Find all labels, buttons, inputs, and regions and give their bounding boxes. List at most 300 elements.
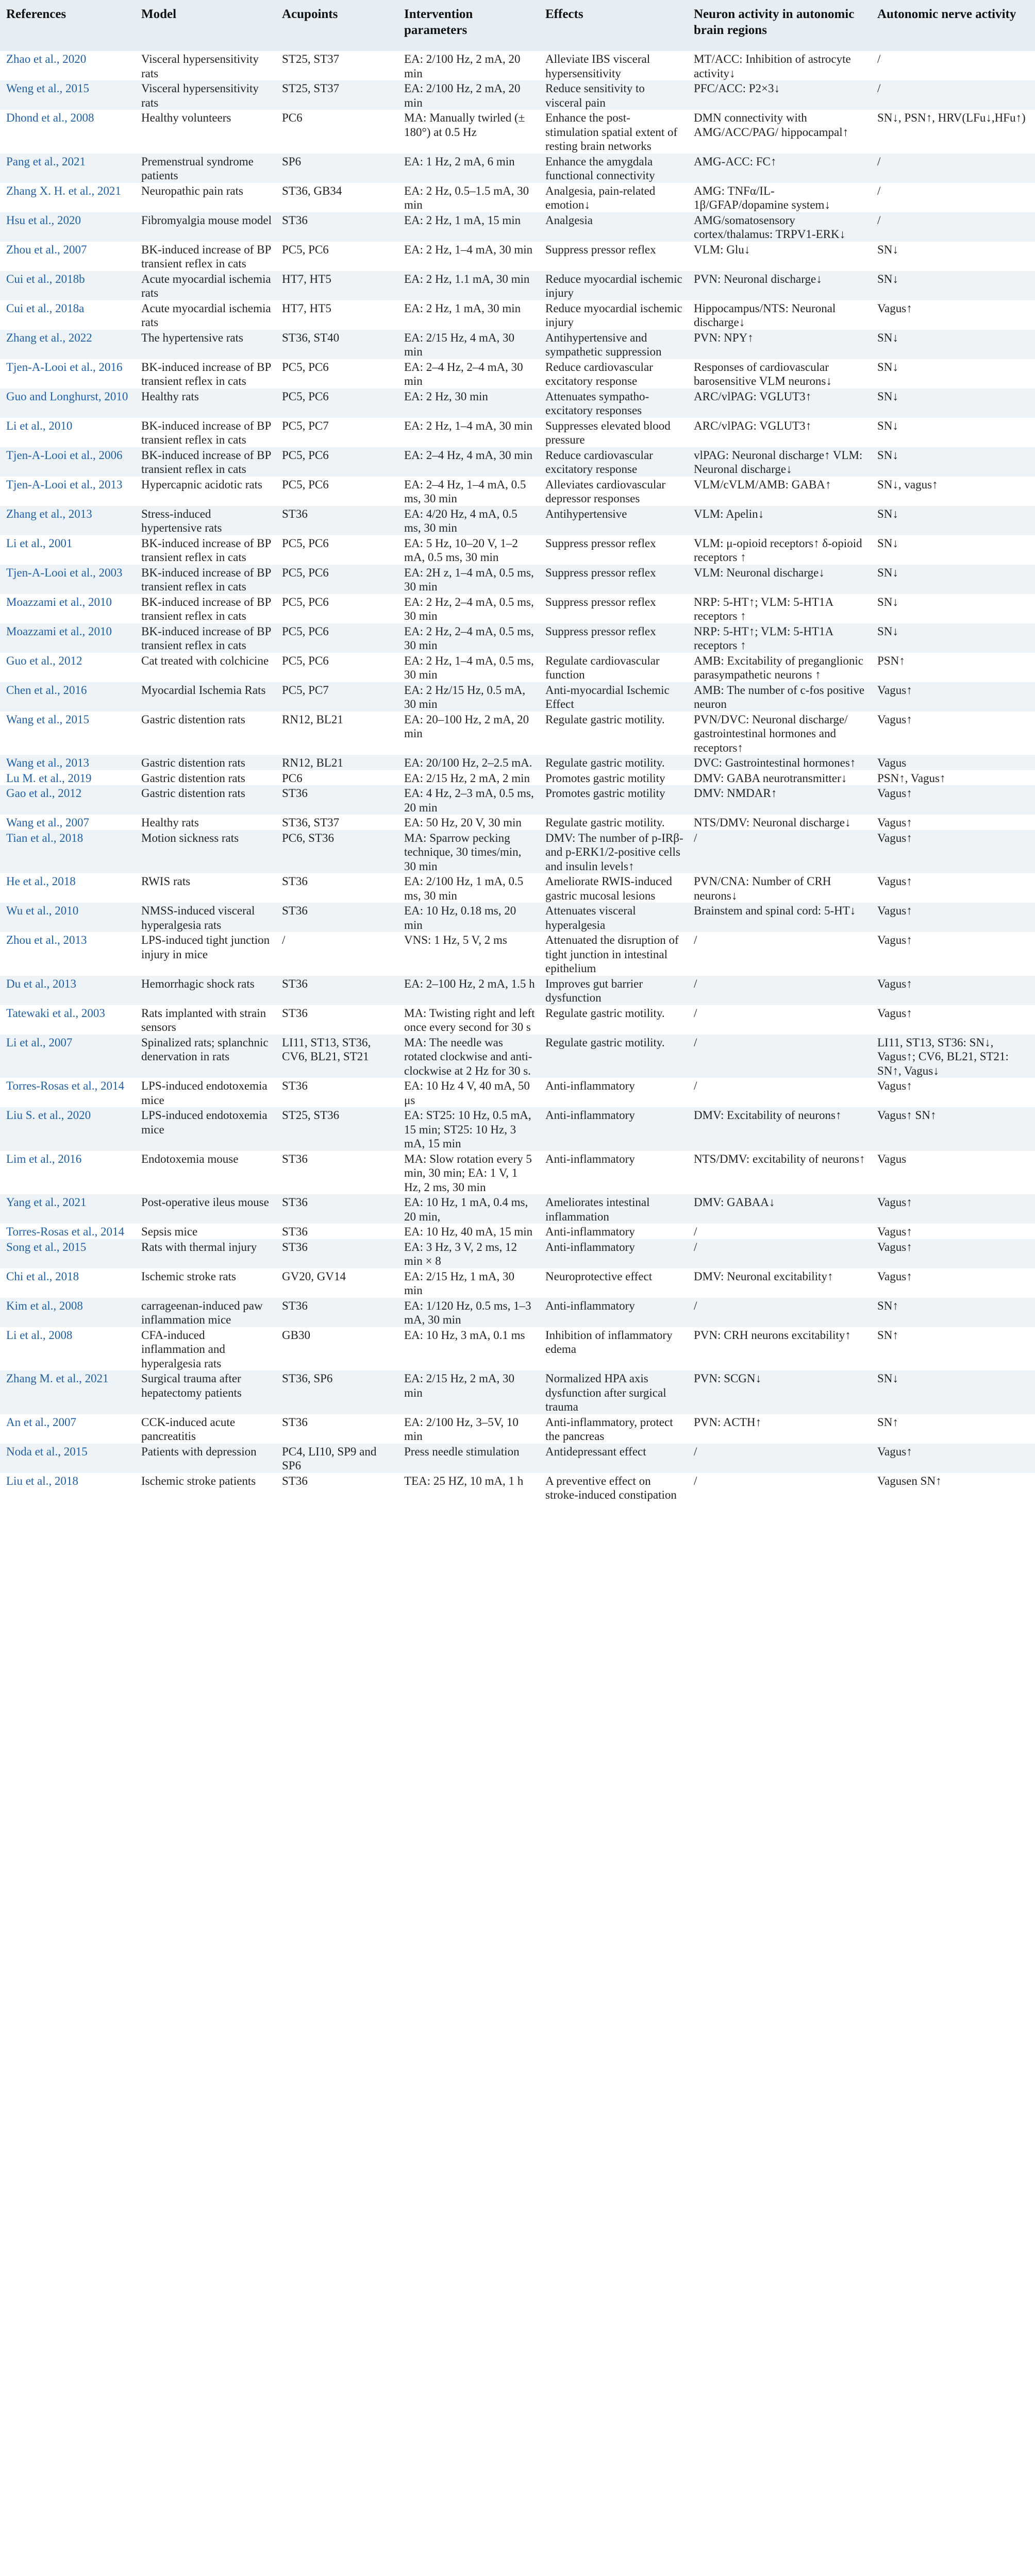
cell-model: Ischemic stroke rats [141,1269,236,1283]
cell-acupoints: PC6, ST36 [276,830,398,874]
cell-neuron-activity: vlPAG: Neuronal discharge↑ VLM: Neuronal discharge↓ [688,447,871,477]
cell-neuron-activity: ARC/vlPAG: VGLUT3↑ [688,388,871,418]
cell-intervention-parameters: EA: 2 Hz, 1–4 mA, 0.5 ms, 30 min [404,654,534,681]
cell-model: Fibromyalgia mouse model [135,212,276,242]
cell-acupoints: GB30 [282,1328,310,1342]
cell-effects: Attenuates sympatho-excitatory responses [539,388,688,418]
cell-acupoints: PC5, PC6 [282,654,329,667]
cell-neuron-activity: VLM: Glu↓ [694,243,750,256]
cell-neuron-activity: Responses of cardiovascular barosensitive VLM neurons↓ [694,360,832,387]
cell-model: Hypercapnic acidotic rats [141,478,262,491]
cell-neuron-activity: / [694,1079,697,1092]
cell-intervention-parameters: EA: 1 Hz, 2 mA, 6 min [398,154,539,183]
table-row [0,271,1035,300]
cell-model: Post-operative ileus mouse [135,1194,276,1224]
cell-effects: Analgesia, pain-related emotion↓ [545,184,656,211]
cell-model: The hypertensive rats [135,330,276,359]
table-row [0,1327,1035,1371]
cell-neuron-activity: MT/ACC: Inhibition of astrocyte activity↓ [694,53,851,80]
cell-autonomic-nerve-activity: SN↓, vagus↑ [877,478,938,491]
cell-reference[interactable]: Li et al., 2007 [0,1035,135,1078]
cell-autonomic-nerve-activity: Vagus↑ [871,1444,1035,1473]
cell-autonomic-nerve-activity: Vagus [871,755,1035,770]
cell-reference[interactable]: Tatewaki et al., 2003 [6,1006,105,1020]
cell-reference[interactable]: Li et al., 2010 [6,419,73,432]
cell-autonomic-nerve-activity: SN↓ [871,565,1035,594]
table-row [0,1473,1035,1502]
cell-neuron-activity: NTS/DMV: excitability of neurons↑ [694,1152,865,1165]
cell-effects: Regulate gastric motility. [539,1035,688,1078]
cell-effects: Normalized HPA axis dysfunction after surgical trauma [539,1370,688,1414]
cell-effects: Antihypertensive [539,506,688,535]
cell-intervention-parameters: EA: 10 Hz 4 V, 40 mA, 50 μs [404,1079,530,1107]
cell-neuron-activity: / [694,1474,697,1487]
cell-intervention-parameters: EA: 2–4 Hz, 2–4 mA, 30 min [404,360,523,387]
table-row [0,1239,1035,1268]
cell-reference[interactable]: Tjen-A-Looi et al., 2013 [6,478,123,491]
header-intervention-parameters: Intervention parameters [398,0,539,51]
cell-neuron-activity: VLM: Neuronal discharge↓ [688,565,871,594]
cell-acupoints: GV20, GV14 [282,1269,346,1283]
cell-intervention-parameters: EA: 20/100 Hz, 2–2.5 mA. [398,755,539,770]
cell-effects: Suppress pressor reflex [539,623,688,653]
cell-autonomic-nerve-activity: Vagus↑ [871,830,1035,874]
cell-acupoints: PC5, PC7 [276,682,398,711]
cell-reference[interactable]: Zhang X. H. et al., 2021 [6,184,121,197]
cell-effects: Anti-inflammatory [539,1107,688,1151]
cell-acupoints: ST36, ST40 [276,330,398,359]
cell-autonomic-nerve-activity: SN↓ [871,271,1035,300]
cell-reference[interactable]: Zhang et al., 2013 [0,506,135,535]
cell-acupoints: PC6 [282,771,303,785]
table-row [0,110,1035,154]
cell-autonomic-nerve-activity: SN↓ [871,1370,1035,1414]
cell-effects: Neuroprotective effect [545,1269,653,1283]
cell-acupoints: HT7, HT5 [276,271,398,300]
cell-reference[interactable]: Guo and Longhurst, 2010 [0,388,135,418]
cell-reference[interactable]: Zhao et al., 2020 [6,53,87,65]
cell-autonomic-nerve-activity: Vagus↑ [877,1269,912,1283]
cell-autonomic-nerve-activity: SN↑ [871,1298,1035,1327]
cell-acupoints: PC6 [282,111,303,124]
cell-effects: Reduce myocardial ischemic injury [545,301,682,329]
cell-model: BK-induced increase of BP transient reflex in cats [141,360,271,387]
cell-acupoints: ST36 [282,1006,308,1020]
table-row [0,594,1035,623]
table-row [0,1194,1035,1224]
table-row [0,976,1035,1005]
cell-acupoints: ST25, ST37 [276,80,398,110]
cell-autonomic-nerve-activity: SN↓ [877,243,898,256]
cell-reference[interactable]: Liu et al., 2018 [6,1474,78,1487]
cell-neuron-activity: AMG: TNFα/IL-1β/GFAP/dopamine system↓ [694,184,830,211]
header-acupoints: Acupoints [276,0,398,51]
cell-reference[interactable]: Moazzami et al., 2010 [6,595,112,608]
cell-intervention-parameters: EA: 2 Hz, 1 mA, 30 min [404,301,521,315]
cell-acupoints: ST36 [276,976,398,1005]
cell-intervention-parameters: EA: 2 Hz, 1–4 mA, 30 min [404,243,533,256]
cell-neuron-activity: ARC/vlPAG: VGLUT3↑ [694,419,812,432]
cell-effects: Promotes gastric motility [545,771,665,785]
cell-autonomic-nerve-activity: LI11, ST13, ST36: SN↓, Vagus↑; CV6, BL21, ST21: SN↑, Vagus↓ [871,1035,1035,1078]
cell-intervention-parameters: EA: 2 Hz, 2–4 mA, 0.5 ms, 30 min [404,595,534,622]
table-row [0,830,1035,874]
table-row [0,770,1035,786]
table-row [0,1370,1035,1414]
cell-model: Rats with thermal injury [135,1239,276,1268]
cell-autonomic-nerve-activity: Vagus [877,1152,907,1165]
cell-intervention-parameters: EA: 2/100 Hz, 2 mA, 20 min [398,80,539,110]
cell-model: LPS-induced endotoxemia mice [135,1107,276,1151]
cell-reference[interactable]: Hsu et al., 2020 [0,212,135,242]
cell-model: carrageenan-induced paw inflammation mice [135,1298,276,1327]
cell-autonomic-nerve-activity: Vagus↑ [871,976,1035,1005]
cell-intervention-parameters: EA: 2 Hz/15 Hz, 0.5 mA, 30 min [398,682,539,711]
cell-neuron-activity: / [688,976,871,1005]
cell-effects: Regulate cardiovascular function [545,654,660,681]
cell-neuron-activity: / [694,1006,697,1020]
cell-neuron-activity: AMB: Excitability of preganglionic parasympathetic neurons ↑ [694,654,863,681]
cell-autonomic-nerve-activity: SN↓ [877,536,898,550]
cell-autonomic-nerve-activity: Vagusen SN↑ [877,1474,942,1487]
cell-model: Ischemic stroke patients [141,1474,256,1487]
cell-intervention-parameters: EA: 4 Hz, 2–3 mA, 0.5 ms, 20 min [398,785,539,815]
cell-autonomic-nerve-activity: Vagus↑ [877,875,912,888]
cell-intervention-parameters: EA: 5 Hz, 10–20 V, 1–2 mA, 0.5 ms, 30 min [404,536,518,564]
cell-model: Myocardial Ischemia Rats [135,682,276,711]
cell-neuron-activity: PVN: ACTH↑ [694,1415,761,1429]
cell-autonomic-nerve-activity: SN↓ [877,419,898,432]
cell-neuron-activity: Hippocampus/NTS: Neuronal discharge↓ [694,301,836,329]
table-row [0,80,1035,110]
cell-model: BK-induced increase of BP transient reflex in cats [141,419,271,446]
cell-model: Cat treated with colchicine [141,654,269,667]
cell-effects: Anti-inflammatory, protect the pancreas [545,1415,673,1443]
table-row [0,359,1035,388]
cell-reference[interactable]: Wu et al., 2010 [0,903,135,932]
cell-intervention-parameters: MA: Manually twirled (± 180°) at 0.5 Hz [404,111,525,139]
cell-autonomic-nerve-activity: Vagus↑ [877,713,912,726]
cell-intervention-parameters: EA: 20–100 Hz, 2 mA, 20 min [404,713,529,740]
cell-reference[interactable]: Dhond et al., 2008 [6,111,94,124]
table-row [0,873,1035,903]
cell-model: Hemorrhagic shock rats [135,976,276,1005]
cell-model: Visceral hypersensitivity rats [141,53,259,80]
cell-acupoints: ST36 [282,1474,308,1487]
cell-acupoints: / [282,934,286,946]
cell-reference[interactable]: Zhou et al., 2013 [6,934,87,946]
cell-acupoints: RN12, BL21 [282,713,343,726]
cell-intervention-parameters: EA: 10 Hz, 1 mA, 0.4 ms, 20 min, [398,1194,539,1224]
cell-effects: DMV: The number of p-IRβ- and p-ERK1/2-positive cells and insulin levels↑ [539,830,688,874]
cell-acupoints: RN12, BL21 [276,755,398,770]
cell-reference[interactable]: Chi et al., 2018 [6,1269,79,1283]
table-row [0,1414,1035,1444]
cell-neuron-activity: DMV: Excitability of neurons↑ [688,1107,871,1151]
cell-model: BK-induced increase of BP transient reflex in cats [135,447,276,477]
cell-autonomic-nerve-activity: / [871,212,1035,242]
cell-acupoints: ST36 [282,1152,308,1165]
cell-acupoints: HT7, HT5 [282,301,331,315]
cell-autonomic-nerve-activity: SN↑ [877,1328,898,1342]
cell-model: Healthy rats [141,816,199,829]
cell-effects: Reduce myocardial ischemic injury [539,271,688,300]
cell-model: CFA-induced inflammation and hyperalgesia rats [141,1328,225,1370]
table-row [0,506,1035,535]
cell-effects: Ameliorates intestinal inflammation [539,1194,688,1224]
cell-neuron-activity: PVN: SCGN↓ [688,1370,871,1414]
cell-acupoints: PC5, PC6 [282,595,329,608]
table-row [0,1224,1035,1239]
cell-acupoints: PC5, PC6 [276,388,398,418]
cell-neuron-activity: VLM: Apelin↓ [688,506,871,535]
cell-reference[interactable]: Cui et al., 2018b [0,271,135,300]
table-row [0,1268,1035,1298]
header-autonomic-nerve-activity: Autonomic nerve activity [871,0,1035,51]
table-row [0,1151,1035,1195]
cell-neuron-activity: / [688,1444,871,1473]
cell-intervention-parameters: EA: 2–4 Hz, 1–4 mA, 0.5 ms, 30 min [404,478,526,505]
cell-acupoints: PC5, PC6 [282,243,329,256]
header-references: References [0,0,135,51]
cell-model: Stress-induced hypertensive rats [135,506,276,535]
cell-intervention-parameters: TEA: 25 HZ, 10 mA, 1 h [404,1474,524,1487]
cell-effects: Reduce cardiovascular excitatory response [545,360,653,387]
cell-reference[interactable]: Zhang et al., 2022 [0,330,135,359]
table-row [0,1035,1035,1078]
cell-acupoints: ST36 [276,212,398,242]
cell-reference[interactable]: Gao et al., 2012 [0,785,135,815]
cell-neuron-activity: VLM/cVLM/AMB: GABA↑ [694,478,831,491]
cell-reference[interactable]: Song et al., 2015 [0,1239,135,1268]
cell-acupoints: PC4, LI10, SP9 and SP6 [276,1444,398,1473]
table-row [0,653,1035,682]
cell-effects: Regulate gastric motility. [545,816,665,829]
cell-intervention-parameters: EA: 2H z, 1–4 mA, 0.5 ms, 30 min [398,565,539,594]
table-row [0,388,1035,418]
cell-model: Acute myocardial ischemia rats [135,271,276,300]
cell-model: BK-induced increase of BP transient reflex in cats [141,595,271,622]
cell-intervention-parameters: EA: 2 Hz, 0.5–1.5 mA, 30 min [404,184,529,211]
table-row [0,1005,1035,1035]
cell-autonomic-nerve-activity: / [871,80,1035,110]
cell-autonomic-nerve-activity: Vagus↑ [871,903,1035,932]
cell-acupoints: LI11, ST13, ST36, CV6, BL21, ST21 [276,1035,398,1078]
table-row [0,932,1035,976]
cell-reference[interactable]: Du et al., 2013 [0,976,135,1005]
table-row [0,51,1035,80]
cell-reference[interactable]: Li et al., 2008 [6,1328,73,1342]
cell-model: LPS-induced tight junction injury in mice [141,934,270,961]
cell-reference[interactable]: Torres-Rosas et al., 2014 [6,1225,124,1238]
cell-effects: Antidepressant effect [539,1444,688,1473]
table-row [0,815,1035,830]
cell-reference[interactable]: Torres-Rosas et al., 2014 [6,1079,124,1092]
cell-effects: Reduce sensitivity to visceral pain [539,80,688,110]
table-row [0,154,1035,183]
cell-acupoints: PC5, PC7 [282,419,329,432]
cell-intervention-parameters: EA: 2/100 Hz, 2 mA, 20 min [404,53,521,80]
cell-effects: Anti-myocardial Ischemic Effect [539,682,688,711]
cell-neuron-activity: VLM: μ-opioid receptors↑ δ-opioid receptors ↑ [694,536,862,564]
table-row [0,711,1035,755]
cell-intervention-parameters: VNS: 1 Hz, 5 V, 2 ms [404,934,507,946]
cell-intervention-parameters: EA: 2/15 Hz, 2 mA, 30 min [398,1370,539,1414]
cell-autonomic-nerve-activity: Vagus↑ [871,1239,1035,1268]
cell-model: Gastric distention rats [135,785,276,815]
cell-acupoints: ST25, ST37 [282,53,340,65]
cell-effects: Anti-inflammatory [545,1079,635,1092]
cell-reference[interactable]: Kim et al., 2008 [0,1298,135,1327]
cell-effects: Reduce cardiovascular excitatory response [539,447,688,477]
cell-autonomic-nerve-activity: PSN↑, Vagus↑ [877,771,946,785]
cell-model: Sepsis mice [141,1225,198,1238]
cell-autonomic-nerve-activity: Vagus↑ [877,934,912,946]
cell-acupoints: ST36, SP6 [276,1370,398,1414]
cell-autonomic-nerve-activity: / [877,184,881,197]
cell-autonomic-nerve-activity: SN↑ [877,1415,898,1429]
cell-autonomic-nerve-activity: Vagus↑ [871,1194,1035,1224]
cell-reference[interactable]: Zhang M. et al., 2021 [0,1370,135,1414]
table-row [0,903,1035,932]
cell-acupoints: ST36 [276,785,398,815]
cell-reference[interactable]: Wang et al., 2013 [0,755,135,770]
cell-intervention-parameters: EA: 2/15 Hz, 2 mA, 2 min [404,771,530,785]
cell-reference[interactable]: Li et al., 2001 [6,536,73,550]
header-model: Model [135,0,276,51]
cell-autonomic-nerve-activity: / [877,53,881,65]
cell-reference[interactable]: Lu M. et al., 2019 [6,771,92,785]
cell-effects: Regulate gastric motility. [545,1006,665,1020]
cell-autonomic-nerve-activity: / [871,154,1035,183]
cell-neuron-activity: DMV: NMDAR↑ [688,785,871,815]
cell-intervention-parameters: MA: Sparrow pecking technique, 30 times/min, 30 min [398,830,539,874]
cell-reference[interactable]: Liu S. et al., 2020 [0,1107,135,1151]
table-row [0,300,1035,330]
cell-reference[interactable]: An et al., 2007 [6,1415,77,1429]
table-row [0,682,1035,711]
cell-reference[interactable]: He et al., 2018 [6,875,76,888]
cell-intervention-parameters: EA: 2–100 Hz, 2 mA, 1.5 h [398,976,539,1005]
cell-effects: Regulate gastric motility. [545,713,665,726]
cell-intervention-parameters: EA: 2/15 Hz, 1 mA, 30 min [404,1269,515,1297]
cell-autonomic-nerve-activity: SN↓ [877,360,898,374]
cell-reference[interactable]: Weng et al., 2015 [0,80,135,110]
cell-neuron-activity: / [688,1298,871,1327]
cell-intervention-parameters: EA: 1/120 Hz, 0.5 ms, 1–3 mA, 30 min [398,1298,539,1327]
cell-effects: Improves gut barrier dysfunction [539,976,688,1005]
cell-neuron-activity: PVN: Neuronal discharge↓ [688,271,871,300]
cell-model: Gastric distention rats [135,755,276,770]
cell-reference[interactable]: Noda et al., 2015 [0,1444,135,1473]
cell-effects: Alleviate IBS visceral hypersensitivity [545,53,650,80]
cell-neuron-activity: DMV: GABA neurotransmitter↓ [694,771,847,785]
cell-reference[interactable]: Tian et al., 2018 [0,830,135,874]
cell-intervention-parameters: EA: 2–4 Hz, 4 mA, 30 min [398,447,539,477]
cell-effects: Ameliorate RWIS-induced gastric mucosal lesions [545,875,672,902]
table-row [0,477,1035,506]
cell-effects: Attenuated the disruption of tight junction in intestinal epithelium [545,934,679,975]
cell-model: Surgical trauma after hepatectomy patients [135,1370,276,1414]
cell-reference[interactable]: Zhou et al., 2007 [6,243,87,256]
cell-reference[interactable]: Moazzami et al., 2010 [0,623,135,653]
cell-intervention-parameters: EA: 2 Hz, 1.1 mA, 30 min [398,271,539,300]
cell-reference[interactable]: Chen et al., 2016 [0,682,135,711]
table-row [0,418,1035,447]
cell-reference[interactable]: Tjen-A-Looi et al., 2016 [6,360,123,374]
table-row [0,330,1035,359]
cell-reference[interactable]: Lim et al., 2016 [6,1152,82,1165]
cell-model: Patients with depression [135,1444,276,1473]
cell-reference[interactable]: Tjen-A-Looi et al., 2006 [0,447,135,477]
cell-reference[interactable]: Pang et al., 2021 [0,154,135,183]
cell-model: BK-induced increase of BP transient reflex in cats [141,536,271,564]
cell-reference[interactable]: Wang et al., 2015 [6,713,90,726]
cell-neuron-activity: PVN: CRH neurons excitability↑ [694,1328,851,1342]
cell-effects: Enhance the amygdala functional connectivity [539,154,688,183]
table-body [0,51,1035,1502]
cell-intervention-parameters: EA: 2 Hz, 1–4 mA, 30 min [404,419,533,432]
cell-neuron-activity: PVN/CNA: Number of CRH neurons↓ [694,875,831,902]
cell-effects: Suppress pressor reflex [539,565,688,594]
cell-acupoints: ST36 [276,1298,398,1327]
cell-acupoints: ST36 [282,1225,308,1238]
cell-acupoints: PC5, PC6 [282,478,329,491]
cell-acupoints: PC5, PC6 [276,565,398,594]
cell-model: Visceral hypersensitivity rats [135,80,276,110]
cell-neuron-activity: PFC/ACC: P2×3↓ [688,80,871,110]
cell-autonomic-nerve-activity: Vagus↑ [877,301,912,315]
cell-autonomic-nerve-activity: PSN↑ [877,654,905,667]
cell-reference[interactable]: Cui et al., 2018a [6,301,85,315]
table-row [0,212,1035,242]
cell-intervention-parameters: MA: Slow rotation every 5 min, 30 min; EA: 1 V, 1 Hz, 2 ms, 30 min [404,1152,532,1194]
cell-intervention-parameters: EA: 10 Hz, 0.18 ms, 20 min [398,903,539,932]
cell-model: Spinalized rats; splanchnic denervation in rats [135,1035,276,1078]
table-header [0,0,1035,51]
cell-neuron-activity: DMV: GABAA↓ [688,1194,871,1224]
cell-reference[interactable]: Tjen-A-Looi et al., 2003 [0,565,135,594]
cell-model: NMSS-induced visceral hyperalgesia rats [135,903,276,932]
cell-effects: Suppresses elevated blood pressure [545,419,671,446]
table-row [0,1107,1035,1151]
cell-neuron-activity: AMG-ACC: FC↑ [688,154,871,183]
cell-acupoints: PC5, PC6 [276,623,398,653]
cell-autonomic-nerve-activity: SN↓ [877,595,898,608]
table-row [0,535,1035,565]
cell-intervention-parameters: EA: 2 Hz, 2–4 mA, 0.5 ms, 30 min [398,623,539,653]
cell-model: Endotoxemia mouse [141,1152,239,1165]
cell-neuron-activity: AMG/somatosensory cortex/thalamus: TRPV1-ERK↓ [688,212,871,242]
cell-reference[interactable]: Wang et al., 2007 [6,816,90,829]
table-row [0,1444,1035,1473]
cell-neuron-activity: / [688,1035,871,1078]
cell-autonomic-nerve-activity: Vagus↑ SN↑ [871,1107,1035,1151]
cell-neuron-activity: AMB: The number of c-fos positive neuron [688,682,871,711]
table-row [0,183,1035,212]
cell-acupoints: ST36, GB34 [282,184,342,197]
cell-acupoints: PC5, PC6 [282,360,329,374]
cell-acupoints: PC5, PC6 [276,447,398,477]
cell-reference[interactable]: Guo et al., 2012 [6,654,82,667]
cell-acupoints: PC5, PC6 [282,536,329,550]
cell-intervention-parameters: EA: 10 Hz, 3 mA, 0.1 ms [404,1328,525,1342]
cell-effects: Anti-inflammatory [545,1225,635,1238]
table-row [0,242,1035,271]
cell-autonomic-nerve-activity: Vagus↑ [877,1006,912,1020]
cell-neuron-activity: NRP: 5-HT↑; VLM: 5-HT1A receptors ↑ [694,595,833,622]
cell-reference[interactable]: Yang et al., 2021 [0,1194,135,1224]
